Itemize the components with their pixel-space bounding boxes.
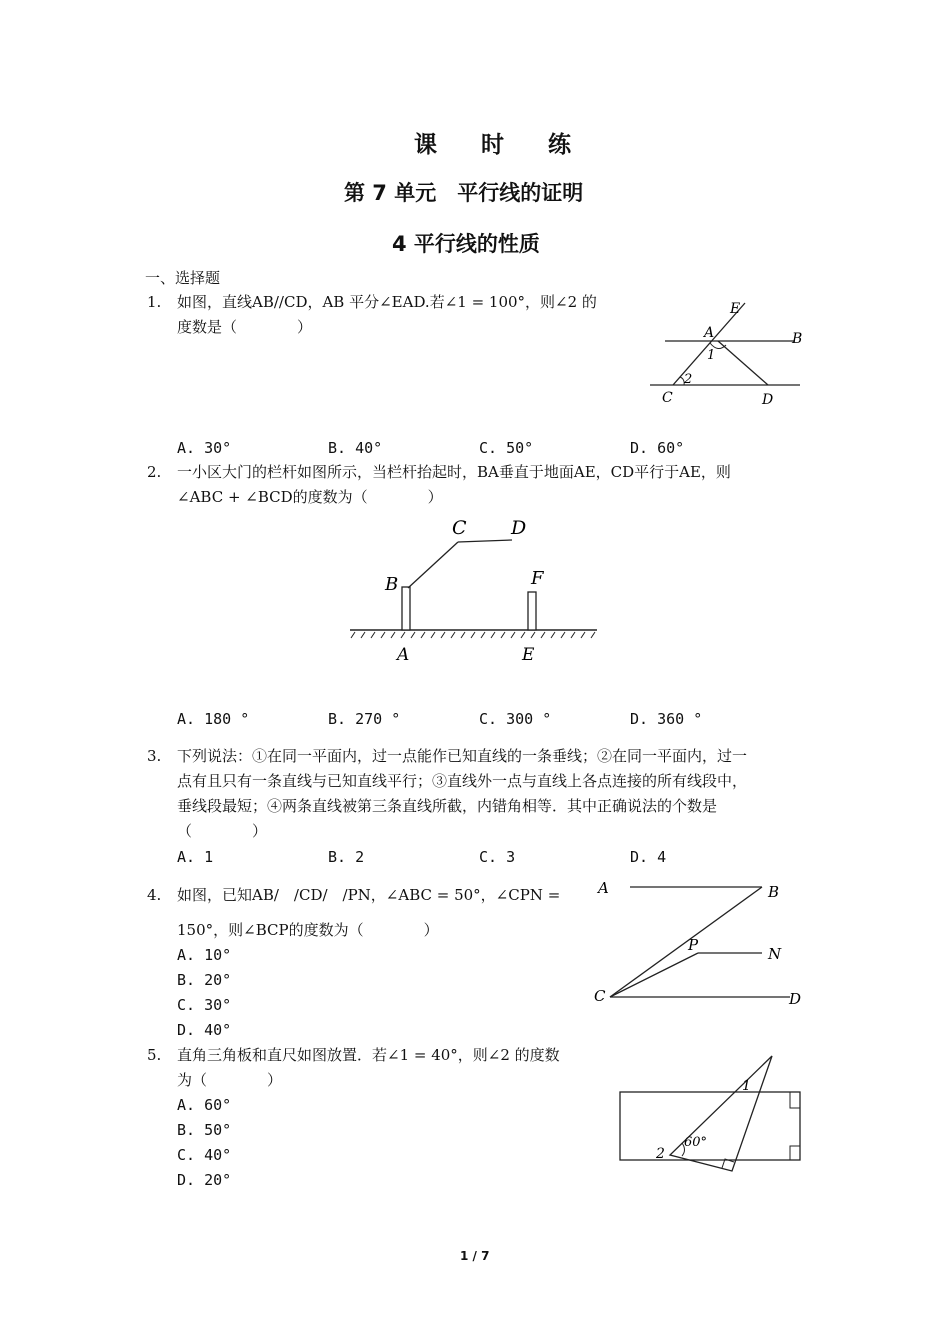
q3-stem-line3: 垂线段最短；④两条直线被第三条直线所截，内错角相等．其中正确说法的个数是 [177,797,718,815]
q4-label-D: D [789,990,802,1008]
q4-label-P: P [688,936,699,954]
q2-stem-line1: 一小区大门的栏杆如图所示，当栏杆抬起时，BA垂直于地面AE，CD平行于AE，则 [177,463,731,481]
page-number: 1 / 7 [460,1249,490,1263]
q1-stem-line1: 如图，直线AB//CD，AB 平分∠EAD.若∠1 = 100°，则∠2 的 [177,293,597,311]
q3-stem-line1: 下列说法：①在同一平面内，过一点能作已知直线的一条垂线；②在同一平面内，过一 [177,747,748,765]
q2-label-A: A [397,645,410,665]
q1-label-D: D [762,392,774,408]
q4-option-a[interactable]: A. 10° [177,946,232,964]
q2-figure [345,510,605,665]
q5-option-d[interactable]: D. 20° [177,1171,232,1189]
q1-number: 1. [147,293,162,311]
q4-label-C: C [594,987,606,1005]
q2-label-D: D [511,517,527,539]
q4-option-c[interactable]: C. 30° [177,996,232,1014]
q3-option-b[interactable]: B. 2 [328,848,365,866]
unit-title: 第 7 单元 平行线的证明 [344,181,584,205]
q5-number: 5. [147,1046,162,1064]
q1-option-a[interactable]: A. 30° [177,439,232,457]
q4-stem-line1: 如图，已知AB/ /CD/ /PN，∠ABC = 50°，∠CPN = [177,886,561,904]
section-heading: 一、选择题 [145,269,221,287]
q5-option-b[interactable]: B. 50° [177,1121,232,1139]
q5-stem-line1: 直角三角板和直尺如图放置．若∠1 = 40°，则∠2 的度数 [177,1046,560,1064]
q4-label-N: N [768,945,782,963]
lesson-title: 4 平行线的性质 [392,232,540,256]
q2-stem-line2: ∠ABC + ∠BCD的度数为（ ） [177,488,443,506]
q5-option-a[interactable]: A. 60° [177,1096,232,1114]
q4-option-d[interactable]: D. 40° [177,1021,232,1039]
q4-number: 4. [147,886,162,904]
q2-label-E: E [522,645,535,665]
q1-figure [640,295,820,410]
q1-option-d[interactable]: D. 60° [630,439,685,457]
q2-option-a[interactable]: A. 180 ° [177,710,250,728]
q3-option-d[interactable]: D. 4 [630,848,667,866]
q5-figure [612,1050,812,1175]
q2-option-b[interactable]: B. 270 ° [328,710,401,728]
q3-stem-line4: （ ） [177,822,268,840]
q1-stem-line2: 度数是（ ） [177,318,313,336]
q4-label-A: A [598,879,609,897]
q1-option-c[interactable]: C. 50° [479,439,534,457]
q5-label-2: 2 [656,1146,665,1162]
q1-label-2: 2 [684,372,693,387]
q1-option-b[interactable]: B. 40° [328,439,383,457]
q3-stem-line2: 点有且只有一条直线与已知直线平行；③直线外一点与直线上各点连接的所有线段中， [177,772,748,790]
q1-label-A: A [704,325,715,341]
q4-figure [590,875,815,1015]
q1-label-B: B [792,331,803,347]
q5-label-60: 60° [684,1135,708,1150]
q2-label-F: F [531,568,544,589]
q5-label-1: 1 [742,1078,751,1094]
q4-option-b[interactable]: B. 20° [177,971,232,989]
q5-option-c[interactable]: C. 40° [177,1146,232,1164]
q3-option-a[interactable]: A. 1 [177,848,214,866]
q1-label-C: C [662,390,673,406]
q5-stem-line2: 为（ ） [177,1071,283,1089]
q1-label-1: 1 [707,348,716,363]
q4-label-B: B [768,883,780,901]
q2-option-d[interactable]: D. 360 ° [630,710,703,728]
q2-option-c[interactable]: C. 300 ° [479,710,552,728]
q2-label-B: B [385,574,399,595]
q3-option-c[interactable]: C. 3 [479,848,516,866]
q2-number: 2. [147,463,162,481]
q3-number: 3. [147,747,162,765]
q1-label-E: E [730,301,741,317]
q4-stem-line2: 150°，则∠BCP的度数为（ ） [177,921,439,939]
q2-label-C: C [452,517,467,539]
page-title: 课 时 练 [414,132,590,158]
